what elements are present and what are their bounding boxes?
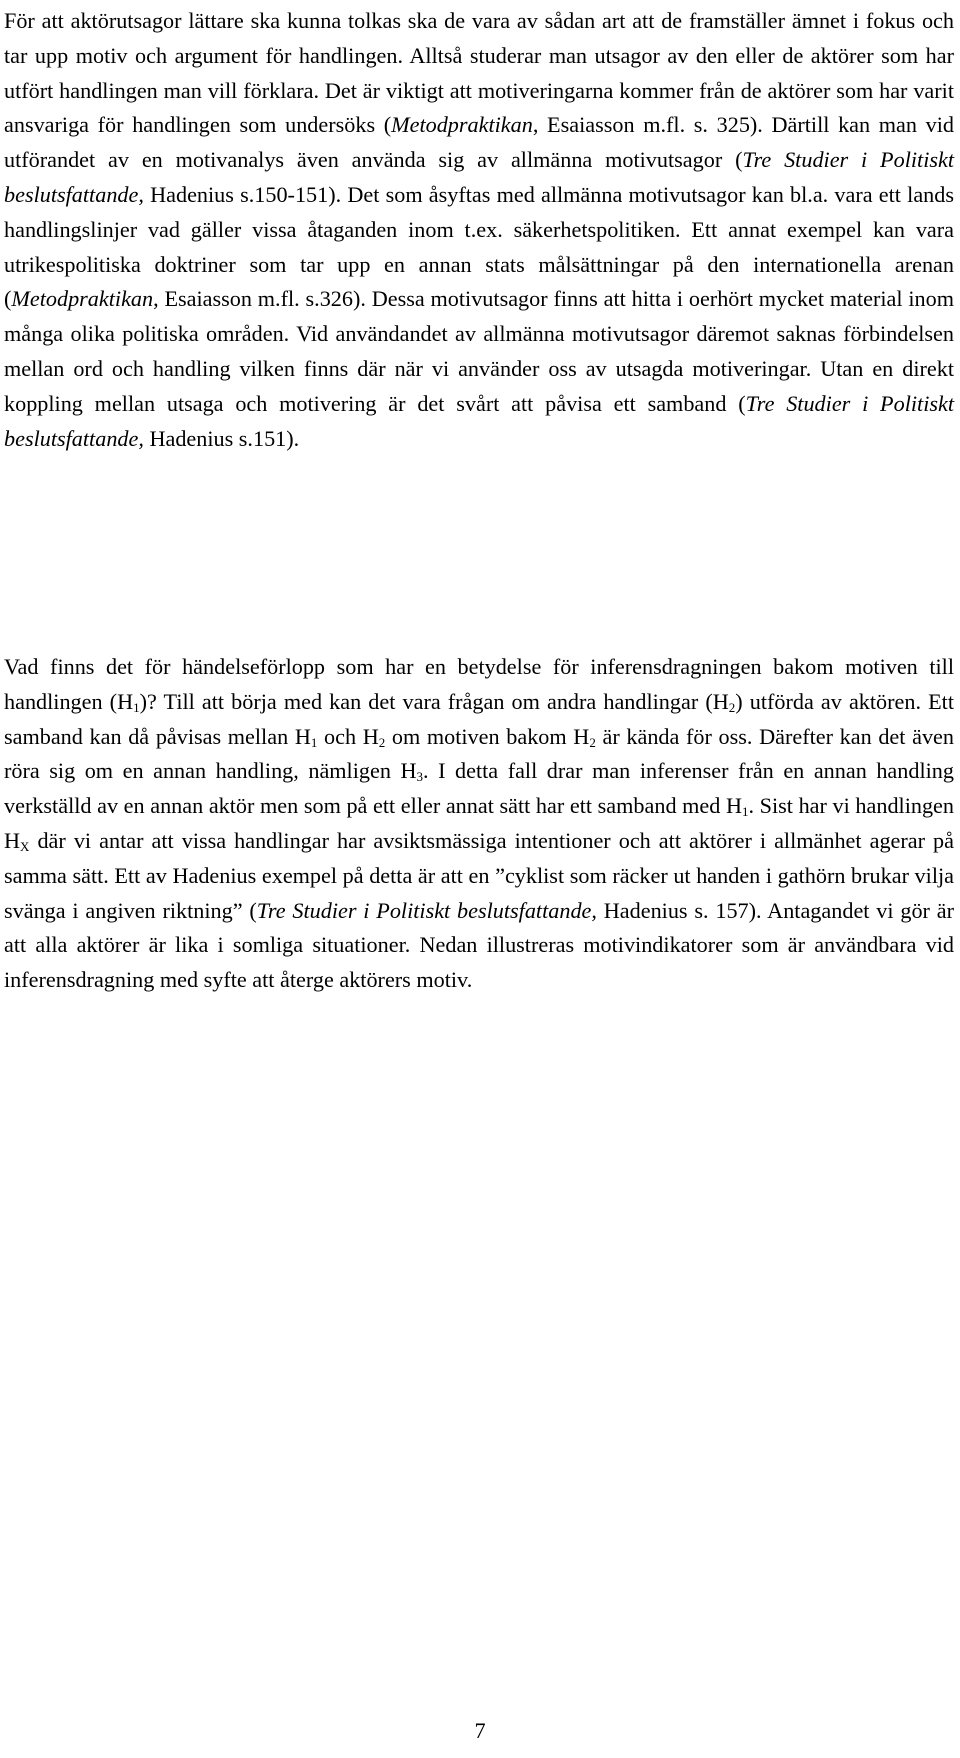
subscript-index: 2: [589, 734, 596, 750]
text-run: och H: [317, 723, 379, 749]
text-run: Hadenius s.151).: [143, 425, 300, 451]
text-run: . Sist har vi handlingen H: [4, 793, 954, 853]
text-run: ) utförda av aktören. Ett samband kan då påvisas mellan H: [4, 688, 954, 749]
text-run: om motiven bakom H: [385, 723, 590, 749]
text-run: . I detta fall drar man inferenser från en annan handling verkställd av en annan aktör men som på ett eller annat sätt har ett samband med H: [4, 758, 954, 819]
subscript-index: 2: [378, 734, 386, 750]
subscript-index: 1: [133, 699, 140, 715]
subscript-index: 1: [310, 734, 318, 750]
text-run: För att aktörutsagor lättare ska kunna tolkas ska de vara av sådan art att de framställer ämnet i fokus och tar upp motiv och argument för handlingen. Alltså studerar man utsagor av den eller de aktörer som har utfört handlingen man vill förklara. Det är viktigt att motiveringarna kommer från de aktörer som har varit ansvariga för handlingen som undersöks (: [4, 8, 954, 138]
text-run: är kända för oss. Därefter kan det även röra sig om en annan handling, nämligen H: [4, 723, 954, 784]
page-number: 7: [474, 1718, 486, 1743]
italic-citation: Tre Studier i Politiskt beslutsfattande,: [256, 897, 597, 923]
subscript-index: 1: [742, 804, 749, 820]
subscript-index: X: [20, 838, 30, 854]
text-run: där vi antar att vissa handlingar har avsiktsmässiga intentioner och att aktörer i allmänhet agerar på samma sätt. Ett av Hadenius exempel på detta är att en ”cyklist som räcker ut handen i gathörn brukar vilja svänga i angiven riktning” (: [4, 827, 954, 923]
italic-citation: Tre Studier i Politiskt beslutsfattande,: [4, 147, 955, 207]
text-run: , Esaiasson m.fl. s.326). Dessa motivutsagor finns att hitta i oerhört mycket material inom många olika politiska områden. Vid användandet av allmänna motivutsagor däremot saknas förbindelsen mellan ord och handling vilken finns där när vi använder oss av utsagda motiveringar. Utan en direkt koppling mellan utsaga och motivering är det svårt att påvisa ett samband (: [4, 286, 954, 416]
text-run: Hadenius s.150-151). Det som åsyftas med allmänna motivutsagor kan bl.a. vara ett lands handlingslinjer vad gäller vissa åtaganden inom t.ex. säkerhetspolitiken. Ett annat exempel kan vara utrikespolitiska doktriner som tar upp en annan stats målsättningar på den internationella arenan (: [4, 181, 954, 312]
italic-citation: Metodpraktikan: [11, 286, 154, 312]
text-run: , Esaiasson m.fl. s. 325). Därtill kan man vid utförandet av en motivanalys även använda sig av allmänna motivutsagor (: [4, 112, 954, 173]
text-run: Hadenius s. 157). Antagandet vi gör är att alla aktörer är lika i somliga situationer. Nedan illustreras motivindikatorer som är användbara vid inferensdragning med syfte att återge aktörers motiv.: [4, 897, 954, 993]
italic-citation: Tre Studier i Politiskt beslutsfattande,: [4, 390, 955, 451]
text-run: Vad finns det för händelseförlopp som har en betydelse för inferensdragningen bakom motiven till handlingen (H: [4, 654, 954, 714]
paragraph-1: [4, 4, 954, 456]
subscript-index: 2: [728, 699, 736, 715]
subscript-index: 3: [416, 769, 423, 785]
italic-citation: Metodpraktikan: [391, 112, 533, 138]
text-run: )? Till att börja med kan det vara frågan om andra handlingar (H: [139, 688, 729, 714]
paragraph-2: [4, 650, 954, 998]
